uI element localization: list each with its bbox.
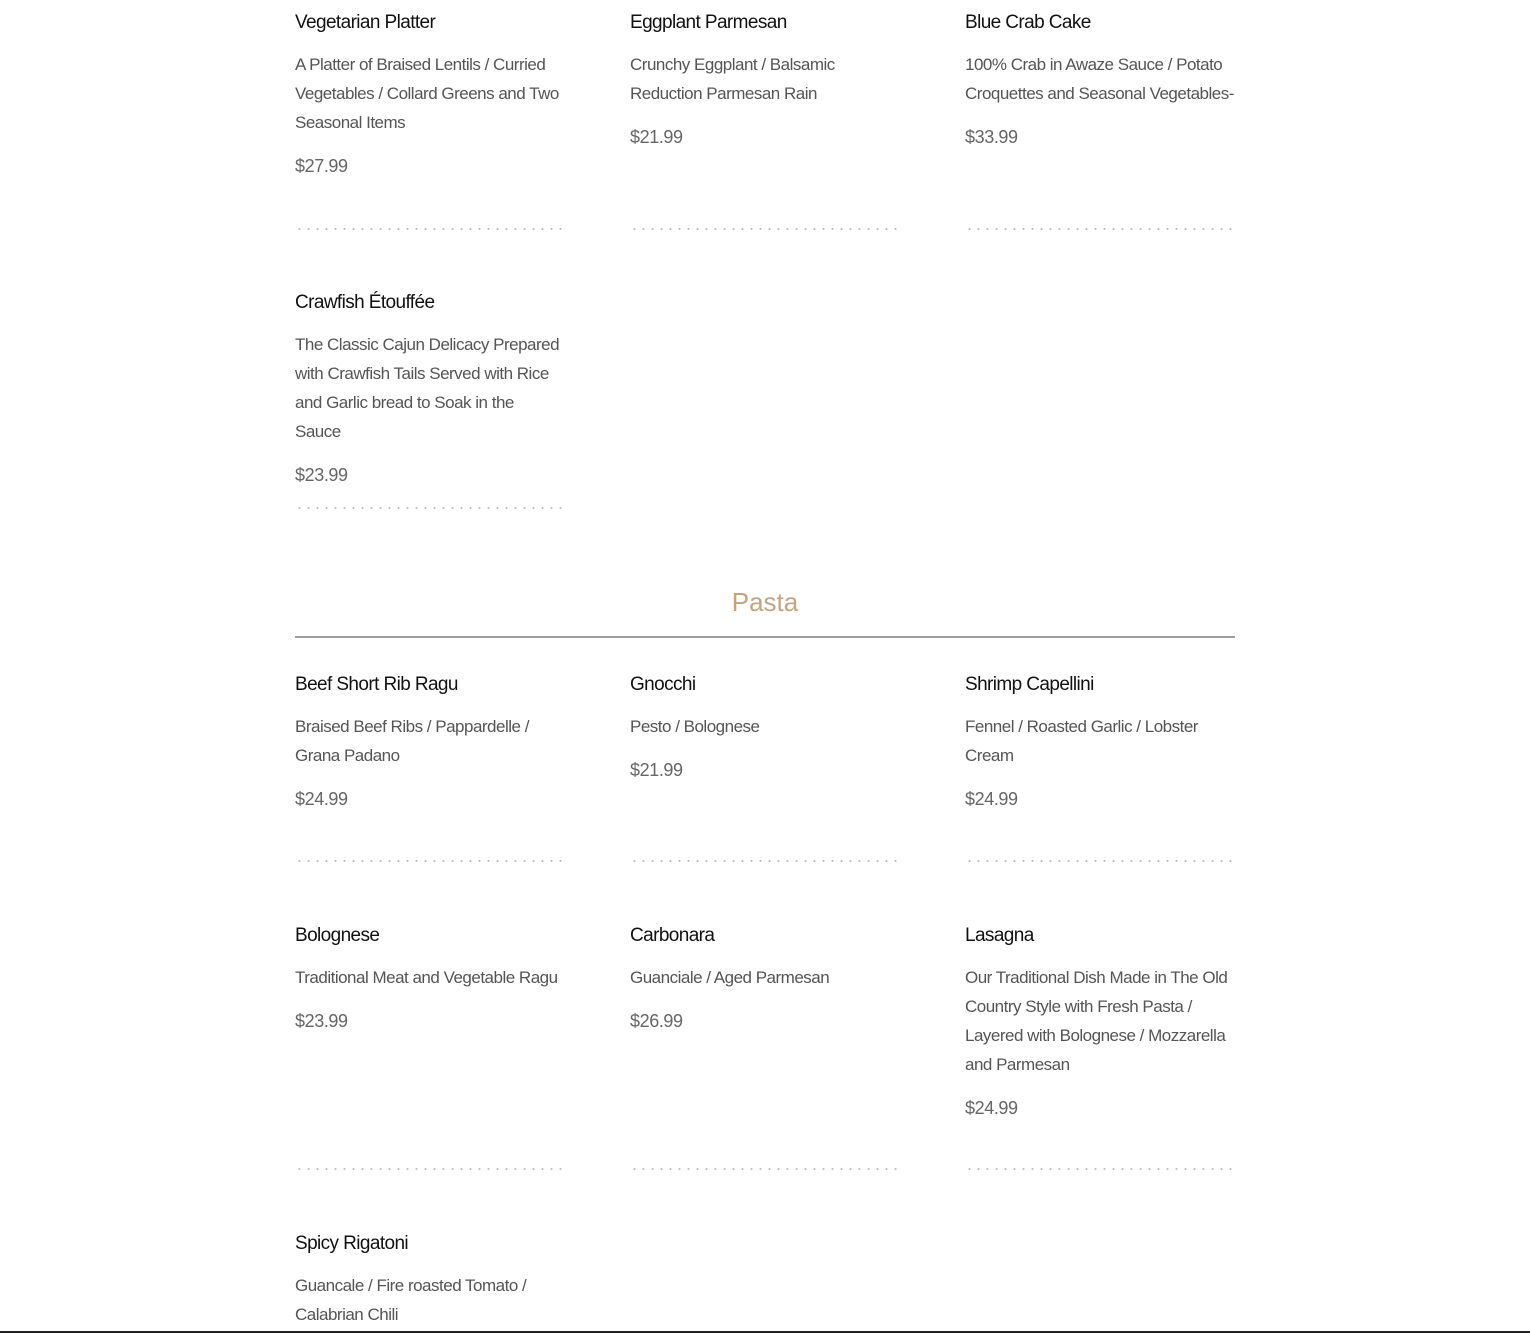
menu-item-description: Guanciale / Aged Parmesan xyxy=(630,968,830,987)
menu-item-name: Crawfish Étouffée xyxy=(295,292,435,313)
menu-item-price: $24.99 xyxy=(965,1098,1018,1118)
menu-item-name: Beef Short Rib Ragu xyxy=(295,674,458,695)
menu-item-price: $24.99 xyxy=(295,789,348,809)
menu-item-price: $21.99 xyxy=(630,760,683,780)
menu-item-price: $26.99 xyxy=(630,1011,683,1031)
menu-item-divider xyxy=(965,860,1235,862)
menu-item xyxy=(965,924,1235,1232)
menu-item xyxy=(295,11,563,291)
menu-item-divider xyxy=(630,228,898,230)
menu-item-divider xyxy=(295,1168,563,1170)
menu-item-name: Gnocchi xyxy=(630,674,696,695)
menu-item-name: Spicy Rigatoni xyxy=(295,1233,409,1254)
menu-item-description: Guancale / Fire roasted Tomato / Calabrian Chili xyxy=(295,1276,527,1324)
menu-item-name: Eggplant Parmesan xyxy=(630,12,787,33)
menu-item xyxy=(630,11,898,291)
menu-item xyxy=(965,673,1235,924)
menu-item-description: Braised Beef Ribs / Pappardelle / Grana Padano xyxy=(295,717,529,765)
section-title-pasta: Pasta xyxy=(731,587,799,617)
menu-item-name: Lasagna xyxy=(965,925,1034,946)
menu-item-price: $23.99 xyxy=(295,465,348,485)
menu-grid-pasta xyxy=(295,673,1235,1332)
menu-item-description: 100% Crab in Awaze Sauce / Potato Croquettes and Seasonal Vegetables- xyxy=(965,55,1234,103)
menu-item-name: Carbonara xyxy=(630,925,715,946)
menu-item-divider xyxy=(630,1168,898,1170)
menu-item-description: Traditional Meat and Vegetable Ragu xyxy=(295,968,558,987)
menu-item xyxy=(295,1232,563,1332)
menu-item-description: The Classic Cajun Delicacy Prepared with Crawfish Tails Served with Rice and Garlic bread to Soak in the Sauce xyxy=(295,335,560,441)
menu-item-divider xyxy=(965,1168,1235,1170)
menu-item xyxy=(295,924,563,1232)
menu-item xyxy=(630,924,898,1232)
menu-item-divider xyxy=(630,860,898,862)
menu-item-description: A Platter of Braised Lentils / Curried Vegetables / Collard Greens and Two Seasonal Items xyxy=(295,55,559,132)
menu-item xyxy=(630,673,898,924)
menu-item-divider xyxy=(295,507,563,509)
menu-item-name: Blue Crab Cake xyxy=(965,12,1091,33)
menu-grid-previous xyxy=(295,11,1235,551)
menu-item-divider xyxy=(965,228,1235,230)
menu-item-description: Fennel / Roasted Garlic / Lobster Cream xyxy=(965,717,1198,765)
menu-item-description: Crunchy Eggplant / Balsamic Reduction Parmesan Rain xyxy=(630,55,835,103)
menu-item-divider xyxy=(295,860,563,862)
menu-item-name: Vegetarian Platter xyxy=(295,12,436,33)
menu-item-name: Shrimp Capellini xyxy=(965,674,1094,695)
menu-item-price: $27.99 xyxy=(295,156,348,176)
menu-item-description: Our Traditional Dish Made in The Old Country Style with Fresh Pasta / Layered with Bolognese / Mozzarella and Parmesan xyxy=(965,968,1228,1074)
menu-item-price: $33.99 xyxy=(965,127,1018,147)
menu-item-price: $23.99 xyxy=(295,1011,348,1031)
menu-item xyxy=(965,11,1235,291)
menu-item-divider xyxy=(295,228,563,230)
menu-item-name: Bolognese xyxy=(295,925,380,946)
menu-item-price: $24.99 xyxy=(965,789,1018,809)
menu-item xyxy=(295,291,563,551)
menu-item xyxy=(295,673,563,924)
section-divider xyxy=(295,636,1235,638)
menu-item-description: Pesto / Bolognese xyxy=(630,717,760,736)
menu-item-price: $21.99 xyxy=(630,127,683,147)
